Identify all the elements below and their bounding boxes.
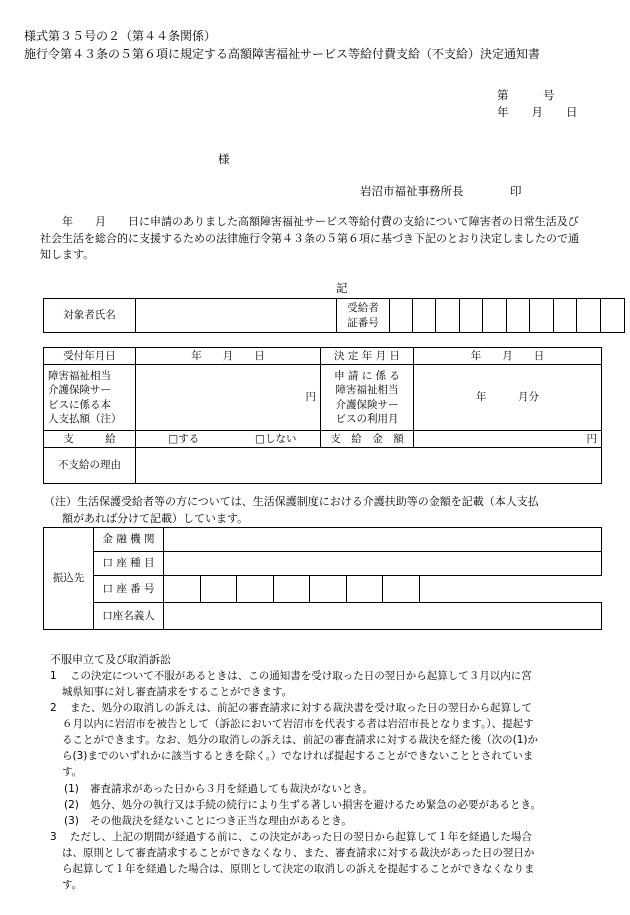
cert-digit-cell xyxy=(436,299,460,333)
received-date-value: 年 月 日 xyxy=(136,348,321,365)
issue-date: 年 月 日 xyxy=(497,105,578,119)
name-label: 対象者氏名 xyxy=(44,299,136,333)
account-holder-value xyxy=(164,603,602,630)
form-number: 様式第３５号の２（第４４条関係） xyxy=(24,29,217,43)
intro-paragraph: 年 月 日に申請のありました高額障害福祉サービス等給付費の支給について障害者の日常生活及び社会生活を総合的に支援するための法律施行令第４３条の５第６項に基づき下記のとおり決定しましたので通知します。 xyxy=(40,215,579,261)
appeal-p1-line2: 城県知事に対し審査請求をすることができます。 xyxy=(62,686,293,698)
account-digit-cell xyxy=(201,576,237,603)
copay-label xyxy=(44,365,136,431)
transfer-table xyxy=(43,527,602,630)
service-month-label-line: 障害福祉相当 xyxy=(335,384,399,397)
account-digit-cell xyxy=(383,576,420,603)
name-value-cell xyxy=(136,299,337,333)
cert-digit-cell xyxy=(530,299,554,333)
copay-label-line: ビスに係る本 xyxy=(48,398,111,411)
appeal-p2-line2: ６月以内に岩沼市を被告として（訴訟において岩沼市を代表する者は岩沼市長となります。）、提起す xyxy=(62,718,534,730)
account-digit-cell xyxy=(164,576,201,603)
note-line-2: 額があれば分けて記載）しています。 xyxy=(62,512,249,525)
payment-label: 支 給 xyxy=(44,431,136,448)
non-payment-reason-value xyxy=(136,448,602,484)
document-title: 施行令第４３条の５第６項に規定する高額障害福祉サービス等給付費支給（不支給）決定通知書 xyxy=(24,47,541,61)
sender-seal: 印 xyxy=(510,184,522,198)
decision-date-value: 年 月 日 xyxy=(414,348,602,365)
payment-option-no[interactable]: □しない xyxy=(232,431,321,448)
appeal-item2-text: 処分、処分の執行又は手続の続行により生ずる著しい損害を避けるため緊急の必要があるとき。 xyxy=(90,799,542,811)
appeal-p3-line4: す。 xyxy=(62,879,83,891)
appeal-item3-number: (3) xyxy=(64,815,79,827)
appeal-p2-line5: す。 xyxy=(62,766,83,778)
reference-number: 第 号 xyxy=(497,88,555,102)
addressee-honorific: 様 xyxy=(218,152,230,166)
copay-label-line: 人支払額（注） xyxy=(48,412,122,425)
payment-amount-label: 支 給 金 額 xyxy=(321,431,414,448)
cert-digit-cell xyxy=(554,299,577,333)
bank-name-value xyxy=(164,528,602,552)
received-date-label: 受付年月日 xyxy=(44,348,136,365)
appeal-p1-number: 1 xyxy=(50,670,57,682)
account-holder-label: 口座名義人 xyxy=(94,603,164,630)
cert-digit-cell xyxy=(413,299,436,333)
appeal-p2-line3: ることができます。なお、処分の取消しの訴えは、前記の審査請求に対する裁決を経た後（次の(1)か xyxy=(62,734,539,746)
cert-number-label xyxy=(337,299,390,333)
cert-digit-cell xyxy=(507,299,530,333)
copay-label-line: 介護保険サー xyxy=(48,384,111,397)
account-digit-cell xyxy=(347,576,383,603)
cert-digit-cell xyxy=(390,299,413,333)
payment-amount-unit: 円 xyxy=(414,431,602,448)
appeal-item1-text: 審査請求があった日から３月を経過しても裁決がないとき。 xyxy=(90,783,373,795)
account-digit-cell xyxy=(310,576,347,603)
service-month-label-line: 申 請 に 係 る xyxy=(334,370,400,383)
service-month-label-line: ビスの利用月 xyxy=(335,412,399,425)
account-type-value xyxy=(164,552,602,576)
account-number-blank xyxy=(420,576,602,603)
appeal-p2-line1: また、処分の取消しの訴えは、前記の審査請求に対する裁決書を受け取った日の翌日から起算して xyxy=(70,702,532,714)
service-month-value: 年 月分 xyxy=(414,365,602,431)
cert-label-line1: 受給者 xyxy=(347,302,379,315)
cert-digit-cell xyxy=(460,299,483,333)
appeal-item1-number: (1) xyxy=(64,783,79,795)
decision-table xyxy=(43,347,602,484)
appeal-p2-line4: ら(3)までのいずれかに該当するときを除く。）でなければ提起することができないこととされていま xyxy=(62,750,534,762)
decision-date-label: 決 定 年 月 日 xyxy=(321,348,414,365)
payment-option-yes[interactable]: □する xyxy=(136,431,232,448)
cert-label-line2: 証番号 xyxy=(347,316,379,329)
appeal-p3-line1: ただし、上記の期間が経過する前に、この決定があった日の翌日から起算して１年を経過した場合 xyxy=(70,831,532,843)
account-digit-cell xyxy=(237,576,274,603)
ki-heading: 記 xyxy=(336,281,348,295)
service-month-label xyxy=(321,365,414,431)
cert-digit-cell xyxy=(601,299,625,333)
appeal-p1-line1: この決定について不服があるときは、この通知書を受け取った日の翌日から起算して３月以内に宮 xyxy=(70,670,532,682)
appeal-item2-number: (2) xyxy=(64,799,79,811)
sender-office: 岩沼市福祉事務所長 xyxy=(360,184,464,198)
transfer-label: 振込先 xyxy=(44,528,94,630)
appeal-heading: 不服申立て及び取消訴訟 xyxy=(50,653,171,666)
account-type-label: 口 座 種 目 xyxy=(94,552,164,576)
note-line-1: （注）生活保護受給者等の方については、生活保護制度における介護扶助等の金額を記載（本人支払 xyxy=(44,495,539,508)
appeal-p3-line3: ら起算して１年を経過した場合は、原則として決定の取消しの訴えを提起することができなくなりま xyxy=(62,863,535,875)
appeal-p2-number: 2 xyxy=(50,702,57,714)
cert-digit-cell xyxy=(577,299,601,333)
copay-amount-unit: 円 xyxy=(136,365,321,431)
copay-label-line: 障害福祉相当 xyxy=(48,370,111,383)
recipient-table xyxy=(43,298,625,333)
non-payment-reason-label: 不支給の理由 xyxy=(44,448,136,484)
cert-digit-cell xyxy=(483,299,507,333)
account-digit-cell xyxy=(274,576,310,603)
appeal-item3-text: その他裁決を経ないことにつき正当な理由があるとき。 xyxy=(90,815,352,827)
appeal-p3-number: 3 xyxy=(50,831,57,843)
service-month-label-line: 介護保険サー xyxy=(335,398,399,411)
appeal-p3-line2: は、原則として審査請求することができなくなり、また、審査請求に対する裁決があった日の翌日か xyxy=(62,847,535,859)
bank-name-label: 金 融 機 関 xyxy=(94,528,164,552)
account-number-label: 口 座 番 号 xyxy=(94,576,164,603)
